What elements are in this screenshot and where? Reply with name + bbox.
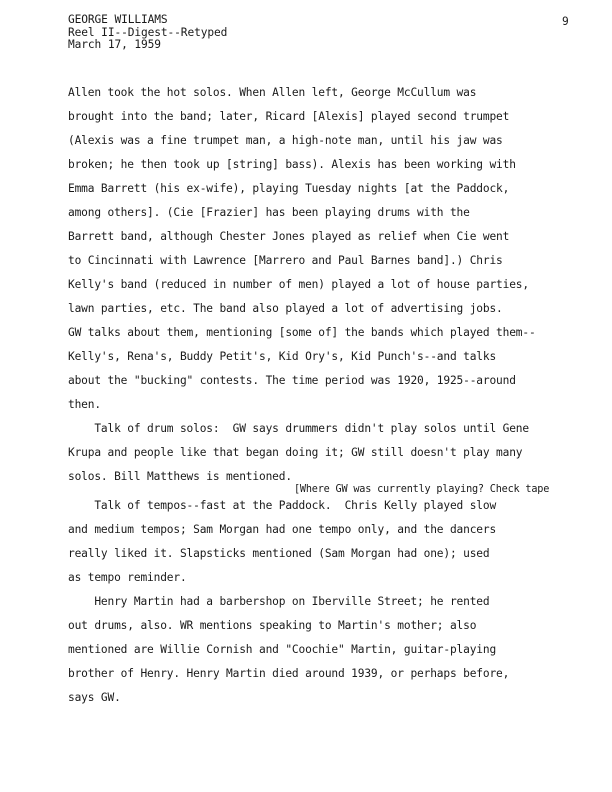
body-line: broken; he then took up [string] bass). Alexis has been working with [68,158,516,171]
body-line: out drums, also. WR mentions speaking to Martin's mother; also [68,619,477,632]
page-number: 9 [562,15,569,28]
body-line: mentioned are Willie Cornish and "Coochie" Martin, guitar-playing [68,643,497,656]
body-line: (Alexis was a fine trumpet man, a high-note man, until his jaw was [68,134,503,147]
body-line: as tempo reminder. [68,571,187,584]
body-line: GW talks about them, mentioning [some of] the bands which played them-- [68,326,536,339]
body-line: says GW. [68,691,121,704]
body-line: lawn parties, etc. The band also played a lot of advertising jobs. [68,302,503,315]
body-line: really liked it. Slapsticks mentioned (Sam Morgan had one); used [68,547,490,560]
body-line: Talk of tempos--fast at the Paddock. Chris Kelly played slow [68,499,497,512]
body-line: brought into the band; later, Ricard [Alexis] played second trumpet [68,110,510,123]
body-line: Kelly's band (reduced in number of men) played a lot of house parties, [68,278,529,291]
body-line: solos. Bill Matthews is mentioned. [68,470,292,483]
body-line: Henry Martin had a barbershop on Iberville Street; he rented [68,595,490,608]
body-line: Barrett band, although Chester Jones played as relief when Cie went [68,230,510,243]
body-line: Emma Barrett (his ex-wife), playing Tuesday nights [at the Paddock, [68,182,510,195]
body-line: Kelly's, Rena's, Buddy Petit's, Kid Ory's, Kid Punch's--and talks [68,350,497,363]
body-line: to Cincinnati with Lawrence [Marrero and Paul Barnes band].) Chris [68,254,503,267]
body-line: Krupa and people like that began doing it; GW still doesn't play many [68,446,523,459]
margin-note: [Where GW was currently playing? Check tape [294,484,550,495]
document-header [68,14,227,52]
interviewee-name: GEORGE WILLIAMS [68,13,168,26]
body-line: among others]. (Cie [Frazier] has been playing drums with the [68,206,470,219]
body-line: Allen took the hot solos. When Allen left, George McCullum was [68,86,477,99]
body-line: then. [68,398,101,411]
body-line: Talk of drum solos: GW says drummers didn't play solos until Gene [68,422,529,435]
body-line: about the "bucking" contests. The time period was 1920, 1925--around [68,374,516,387]
interview-date: March 17, 1959 [68,38,161,51]
body-line: and medium tempos; Sam Morgan had one tempo only, and the dancers [68,523,497,536]
reel-info: Reel II--Digest--Retyped [68,25,228,39]
body-line: brother of Henry. Henry Martin died around 1939, or perhaps before, [68,667,510,680]
